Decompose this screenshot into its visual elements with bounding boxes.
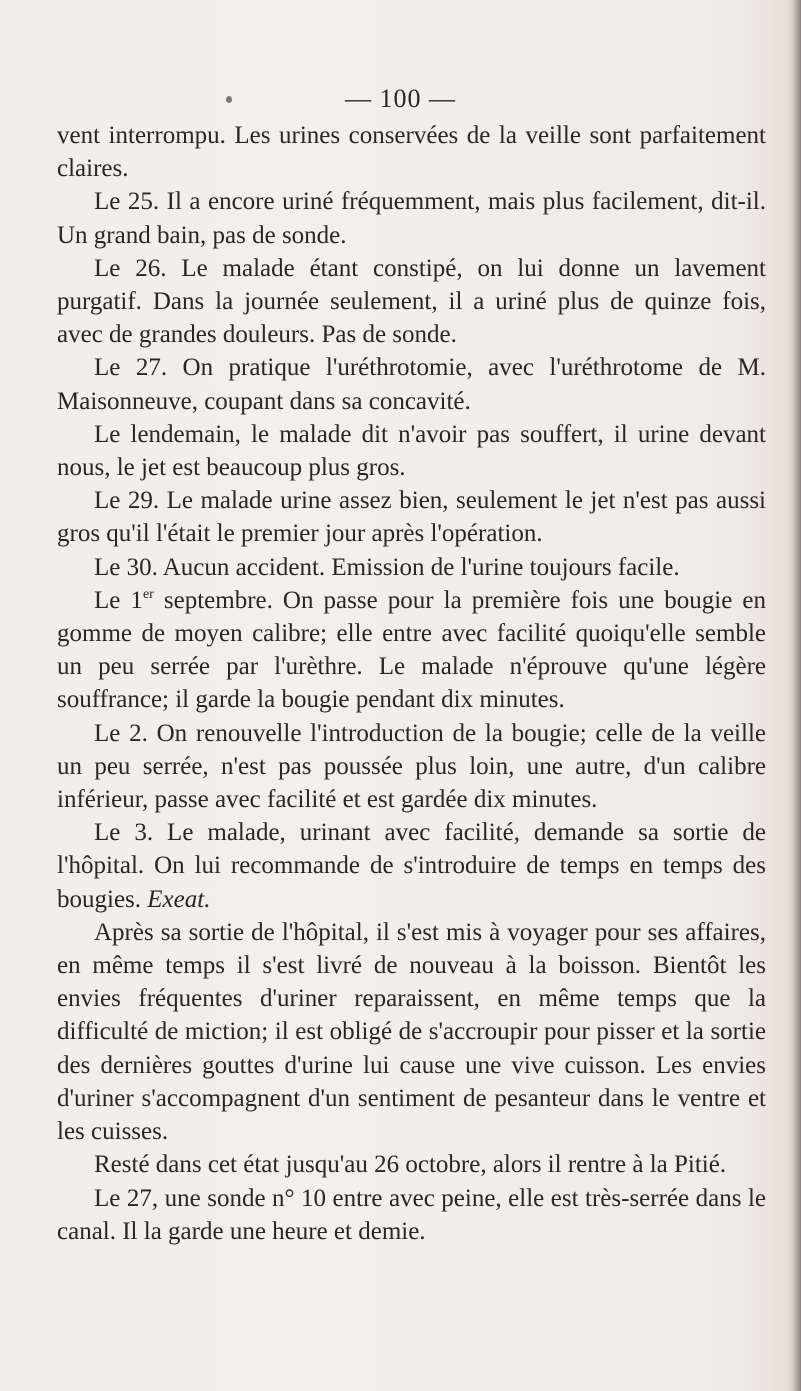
page-edge-shadow bbox=[787, 0, 801, 1391]
paragraph: Après sa sortie de l'hôpital, il s'est mis à voyager pour ses affaires, en même temps il s'est livré de nouveau à la boisson. Bientôt les envies fréquentes d'uriner reparaissent, en même temps que la difficulté de miction; il est obligé de s'accroupir pour pisser et la sortie des dernières gouttes d'urine lui cause une vive cuisson. Les envies d'uriner s'accompagnent d'un sentiment de pesanteur dans le ventre et les cuisses. bbox=[57, 918, 766, 1146]
paragraph-text: septembre. On passe pour la première fois une bougie en gomme de moyen calibre; elle entre avec facilité quoiqu'elle semble un peu serrée par l'urèthre. Le malade n'éprouve qu'une légère souffrance; il garde la bougie pendant dix minutes. bbox=[57, 586, 767, 714]
page-number: — 100 — bbox=[345, 84, 456, 113]
ordinal-superscript: er bbox=[142, 586, 154, 602]
paragraph: Le lendemain, le malade dit n'avoir pas souffert, il urine devant nous, le jet est beaucoup plus gros. bbox=[57, 420, 766, 482]
paragraph: vent interrompu. Les urines conservées de la veille sont parfaitement claires. bbox=[57, 122, 766, 183]
paragraph: Le 30. Aucun accident. Emission de l'urine toujours facile. bbox=[94, 553, 680, 581]
paragraph-text: Le 3. Le malade, urinant avec facilité, demande sa sortie de l'hôpital. On lui recommande de s'introduire de temps en temps des bougies. bbox=[57, 819, 766, 913]
paragraph: Le 2. On renouvelle l'introduction de la bougie; celle de la veille un peu serrée, n'est pas poussée plus loin, une autre, d'un calibre inférieur, passe avec facilité et est gardée dix minutes. bbox=[57, 719, 766, 814]
date-prefix: Le 1 bbox=[94, 586, 143, 614]
paragraph: Le 26. Le malade étant constipé, on lui donne un lavement purgatif. Dans la journée seulement, il a uriné plus de quinze fois, avec de grandes douleurs. Pas de sonde. bbox=[57, 254, 766, 349]
paragraph: Le 29. Le malade urine assez bien, seulement le jet n'est pas aussi gros qu'il l'était le premier jour après l'opération. bbox=[57, 487, 766, 548]
paragraph bbox=[57, 584, 766, 717]
emphasis-exeat: Exeat. bbox=[147, 885, 211, 913]
body-text bbox=[57, 119, 766, 1248]
paragraph: Le 27. On pratique l'uréthrotomie, avec l'uréthrotome de M. Maisonneuve, coupant dans sa concavité. bbox=[57, 354, 766, 415]
paragraph bbox=[57, 816, 766, 916]
paragraph: Resté dans cet état jusqu'au 26 octobre, alors il rentre à la Pitié. bbox=[94, 1151, 727, 1179]
paragraph: Le 25. Il a encore uriné fréquemment, mais plus facilement, dit-il. Un grand bain, pas de sonde. bbox=[57, 188, 766, 249]
paragraph: Le 27, une sonde n° 10 entre avec peine, elle est très-serrée dans le canal. Il la garde une heure et demie. bbox=[57, 1184, 766, 1245]
